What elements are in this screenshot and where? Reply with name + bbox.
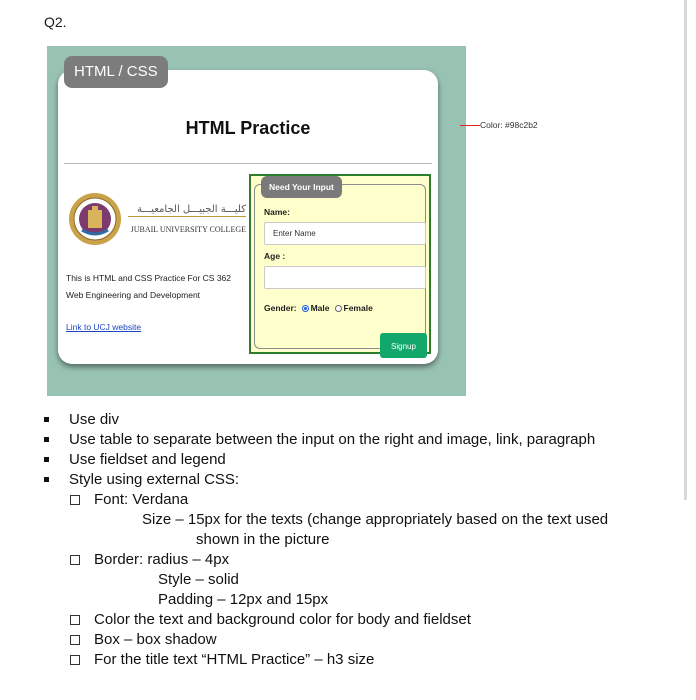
divider xyxy=(64,163,432,164)
html-css-tab: HTML / CSS xyxy=(64,56,168,88)
ucj-website-link[interactable]: Link to UCJ website xyxy=(66,322,142,332)
border-item: Border: radius – 4px xyxy=(94,551,230,568)
border-padding-line: Padding – 12px and 15px xyxy=(158,591,329,608)
checkbox-icon xyxy=(70,635,80,645)
callout-line xyxy=(460,125,480,126)
name-input[interactable]: Enter Name xyxy=(264,222,426,245)
fieldset-frame xyxy=(254,184,426,349)
page-title: HTML Practice xyxy=(185,118,311,138)
font-size-line-2: shown in the picture xyxy=(196,531,330,548)
color-callout: Color: #98c2b2 xyxy=(480,120,538,130)
age-input[interactable] xyxy=(264,266,426,289)
instruction-item: Use div xyxy=(69,411,120,428)
border-style-line: Style – solid xyxy=(158,571,239,588)
box-item: Box – box shadow xyxy=(94,631,217,648)
instruction-item: Use fieldset and legend xyxy=(69,451,226,468)
intro-paragraph: This is HTML and CSS Practice For CS 362 Web Engineering and Development xyxy=(66,273,232,300)
demo-screenshot xyxy=(47,46,466,396)
bullet-icon xyxy=(44,417,49,422)
title-item: For the title text “HTML Practice” – h3 size xyxy=(94,651,375,668)
checkbox-icon xyxy=(70,615,80,625)
input-fieldset xyxy=(249,174,431,354)
college-logo-icon xyxy=(68,192,122,246)
male-label: Male xyxy=(310,303,330,313)
female-radio[interactable] xyxy=(335,305,342,312)
checkbox-icon xyxy=(70,495,80,505)
gender-row xyxy=(264,303,373,313)
age-label: Age : xyxy=(264,251,286,261)
demo-card xyxy=(58,70,438,364)
bullet-icon xyxy=(44,457,49,462)
page-scrollbar[interactable] xyxy=(684,0,687,500)
signup-button[interactable]: Signup xyxy=(380,333,427,358)
color-item: Color the text and background color for body and fieldset xyxy=(94,611,471,628)
college-name-english: JUBAIL UNIVERSITY COLLEGE xyxy=(130,225,246,234)
font-item: Font: Verdana xyxy=(94,491,189,508)
fieldset-legend: Need Your Input xyxy=(261,176,342,198)
checkbox-icon xyxy=(70,655,80,665)
bullet-icon xyxy=(44,477,49,482)
bullet-icon xyxy=(44,437,49,442)
college-name-arabic: كليـــة الجبيـــل الجامعيـــة xyxy=(128,204,246,217)
instruction-item: Use table to separate between the input on the right and image, link, paragraph xyxy=(69,431,596,448)
name-label: Name: xyxy=(264,207,290,217)
question-label: Q2. xyxy=(44,14,67,30)
font-size-line-1: Size – 15px for the texts (change appropriately based on the text used xyxy=(142,511,609,528)
instruction-item: Style using external CSS: xyxy=(69,471,240,488)
checkbox-icon xyxy=(70,555,80,565)
female-label: Female xyxy=(343,303,373,313)
male-radio[interactable] xyxy=(302,305,309,312)
gender-label: Gender: xyxy=(264,303,297,313)
